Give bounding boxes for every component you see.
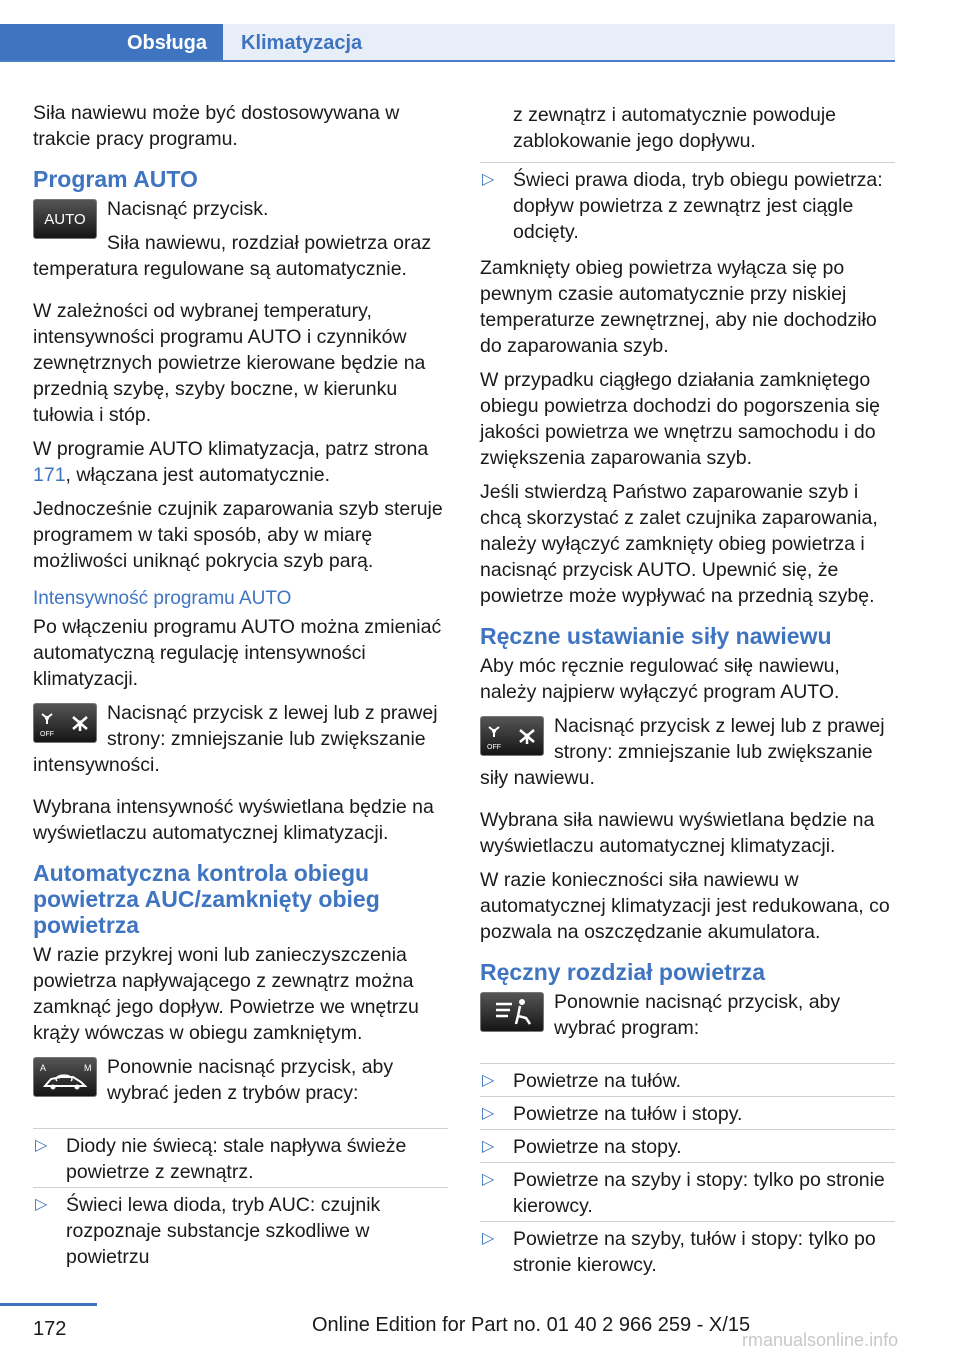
list-item <box>480 162 895 247</box>
fan-button-icon <box>480 716 544 756</box>
distribution-block <box>480 989 895 1057</box>
list-item <box>480 1162 895 1221</box>
fan-icon <box>482 718 542 754</box>
tab-klimatyzacja-label: Klimatyzacja <box>241 31 363 54</box>
right-column <box>480 102 895 1288</box>
text: , włączana jest automatycznie. <box>65 464 331 486</box>
paragraph: Zamknięty obieg powietrza wyłącza się po pewnym czasie automatycznie przy niskiej temperaturze zewnętrznej, aby nie dochodziło do zaparowania szyb. <box>480 257 877 357</box>
auto-button-icon <box>33 199 97 239</box>
heading-air-distribution: Ręczny rozdział powietrza <box>480 959 766 985</box>
list-item <box>33 1128 448 1187</box>
list-item-text: Powietrze na tułów. <box>513 1070 682 1092</box>
paragraph: W razie przykrej woni lub zanieczyszczenia powietrza napływającego z zewnątrz można zamknąć jego dopływ. Powietrze we wnętrzu krąży wówczas w obiegu zamkniętym. <box>33 944 419 1044</box>
edition-footer: Online Edition for Part no. 01 40 2 966 259 - X/15 <box>312 1314 751 1336</box>
list-item <box>480 1221 895 1280</box>
triangle-icon: ▷ <box>482 1171 495 1188</box>
list-item <box>480 1096 895 1129</box>
list-item-continuation: z zewnątrz i automatycznie powoduje zablokowanie jego dopływu. <box>513 104 836 152</box>
air-distribution-button-icon <box>480 992 544 1032</box>
triangle-icon: ▷ <box>482 1138 495 1155</box>
recirculation-button-icon <box>33 1057 97 1097</box>
car-recirculation-icon <box>35 1059 95 1095</box>
watermark: rmanualsonline.info <box>742 1330 899 1350</box>
paragraph: Nacisnąć przycisk z lewej lub z prawej strony: zmniejszanie lub zwiększanie siły nawiewu. <box>480 715 885 789</box>
list-item-text: Powietrze na tułów i stopy. <box>513 1103 743 1125</box>
paragraph: Nacisnąć przycisk z lewej lub z prawej strony: zmniejszanie lub zwiększanie intensywności. <box>33 702 438 776</box>
auto-block <box>33 196 448 298</box>
text: W programie AUTO klimatyzacja, patrz strona <box>33 438 429 460</box>
paragraph: W przypadku ciągłego działania zamkniętego obiegu powietrza dochodzi do pogorszenia się jakości powietrza we wnętrzu samochodu i do zwiększenia zaparowania szyb. <box>480 369 881 469</box>
heading-manual-fan: Ręczne ustawianie siły nawiewu <box>480 623 832 649</box>
triangle-icon: ▷ <box>482 1072 495 1089</box>
heading-auc: Automatyczna kontrola obiegu powietrza AUC/zamknięty obieg powietrza <box>33 860 380 938</box>
list-item-text: Świeci prawa dioda, tryb obiegu powietrza: dopływ powietrza z zewnątrz jest ciągle odcięty. <box>513 169 883 243</box>
triangle-icon: ▷ <box>482 1230 495 1247</box>
page-link[interactable]: 171 <box>33 464 66 486</box>
paragraph: Aby móc ręcznie regulować siłę nawiewu, należy najpierw wyłączyć program AUTO. <box>480 655 840 703</box>
footer-divider <box>0 1303 97 1306</box>
paragraph: Jednocześnie czujnik zaparowania szyb steruje programem w taki sposób, aby w miarę możliwości uniknąć pokrycia szyb parą. <box>33 498 443 572</box>
fan-icon <box>35 705 95 741</box>
list-item-text: Diody nie świecą: stale napływa świeże powietrze z zewnątrz. <box>66 1135 407 1183</box>
auc-label-a: A <box>40 1063 47 1073</box>
heading-intensity: Intensywność programu AUTO <box>33 588 292 609</box>
paragraph: Wybrana intensywność wyświetlana będzie na wyświetlaczu automatycznej klimatyzacji. <box>33 796 434 844</box>
intensity-block <box>33 700 448 794</box>
paragraph: Nacisnąć przycisk. <box>107 198 269 220</box>
paragraph: Wybrana siła nawiewu wyświetlana będzie na wyświetlaczu automatycznej klimatyzacji. <box>480 809 875 857</box>
auc-block <box>33 1054 448 1122</box>
left-column <box>33 100 448 1280</box>
tab-obsluga-label: Obsługa <box>126 31 207 54</box>
list-item-text: Świeci lewa dioda, tryb AUC: czujnik rozpoznaje substancje szkodliwe w powietrzu <box>66 1194 381 1268</box>
heading-program-auto: Program AUTO <box>33 166 198 192</box>
paragraph <box>33 436 448 488</box>
list-item-text: Powietrze na szyby i stopy: tylko po stronie kierowcy. <box>513 1169 885 1217</box>
mode-list <box>33 1128 448 1272</box>
paragraph: Ponownie nacisnąć przycisk, aby wybrać program: <box>554 991 841 1039</box>
tab-obsluga[interactable] <box>0 24 223 62</box>
paragraph: W zależności od wybranej temperatury, intensywności programu AUTO i czynników zewnętrznych powietrze kierowane będzie na przednią szybę, szyby boczne, w kierunku tułowia i stóp. <box>33 300 426 426</box>
paragraph: W razie konieczności siła nawiewu w automatycznej klimatyzacji jest redukowana, co pozwala na oszczędzanie akumulatora. <box>480 869 890 943</box>
tab-klimatyzacja[interactable] <box>223 24 895 62</box>
triangle-icon: ▷ <box>482 1105 495 1122</box>
distribution-list <box>480 1063 895 1280</box>
paragraph: Siła nawiewu może być dostosowywana w trakcie pracy programu. <box>33 102 400 150</box>
mode-list-continued <box>480 162 895 247</box>
list-item <box>480 1063 895 1096</box>
auc-label-m: M <box>84 1063 92 1073</box>
list-item-text: Powietrze na szyby, tułów i stopy: tylko po stronie kierowcy. <box>513 1228 876 1276</box>
list-item-text: Powietrze na stopy. <box>513 1136 682 1158</box>
triangle-icon: ▷ <box>35 1137 48 1154</box>
fan-off-label: OFF <box>487 744 501 751</box>
seat-airflow-icon <box>482 994 542 1030</box>
paragraph: Jeśli stwierdzą Państwo zaparowanie szyb i chcą skorzystać z zalet czujnika zaparowania, należy wyłączyć zamknięty obieg powietrza i nacisnąć przycisk AUTO. Upewnić się, że powietrze może wypływać na przednią szybę. <box>480 481 878 607</box>
manual-fan-block <box>480 713 895 807</box>
page-number: 172 <box>33 1318 67 1340</box>
list-item <box>480 1129 895 1162</box>
triangle-icon: ▷ <box>482 171 495 188</box>
paragraph: Po włączeniu programu AUTO można zmieniać automatyczną regulację intensywności klimatyzacji. <box>33 616 442 690</box>
paragraph: Siła nawiewu, rozdział powietrza oraz temperatura regulowane są automatycznie. <box>33 232 432 280</box>
fan-button-icon <box>33 703 97 743</box>
paragraph: Ponownie nacisnąć przycisk, aby wybrać jeden z trybów pracy: <box>107 1056 394 1104</box>
header-divider <box>0 60 895 62</box>
list-item <box>33 1187 448 1272</box>
triangle-icon: ▷ <box>35 1196 48 1213</box>
fan-off-label: OFF <box>40 731 54 738</box>
auto-button-label: AUTO <box>44 210 86 228</box>
